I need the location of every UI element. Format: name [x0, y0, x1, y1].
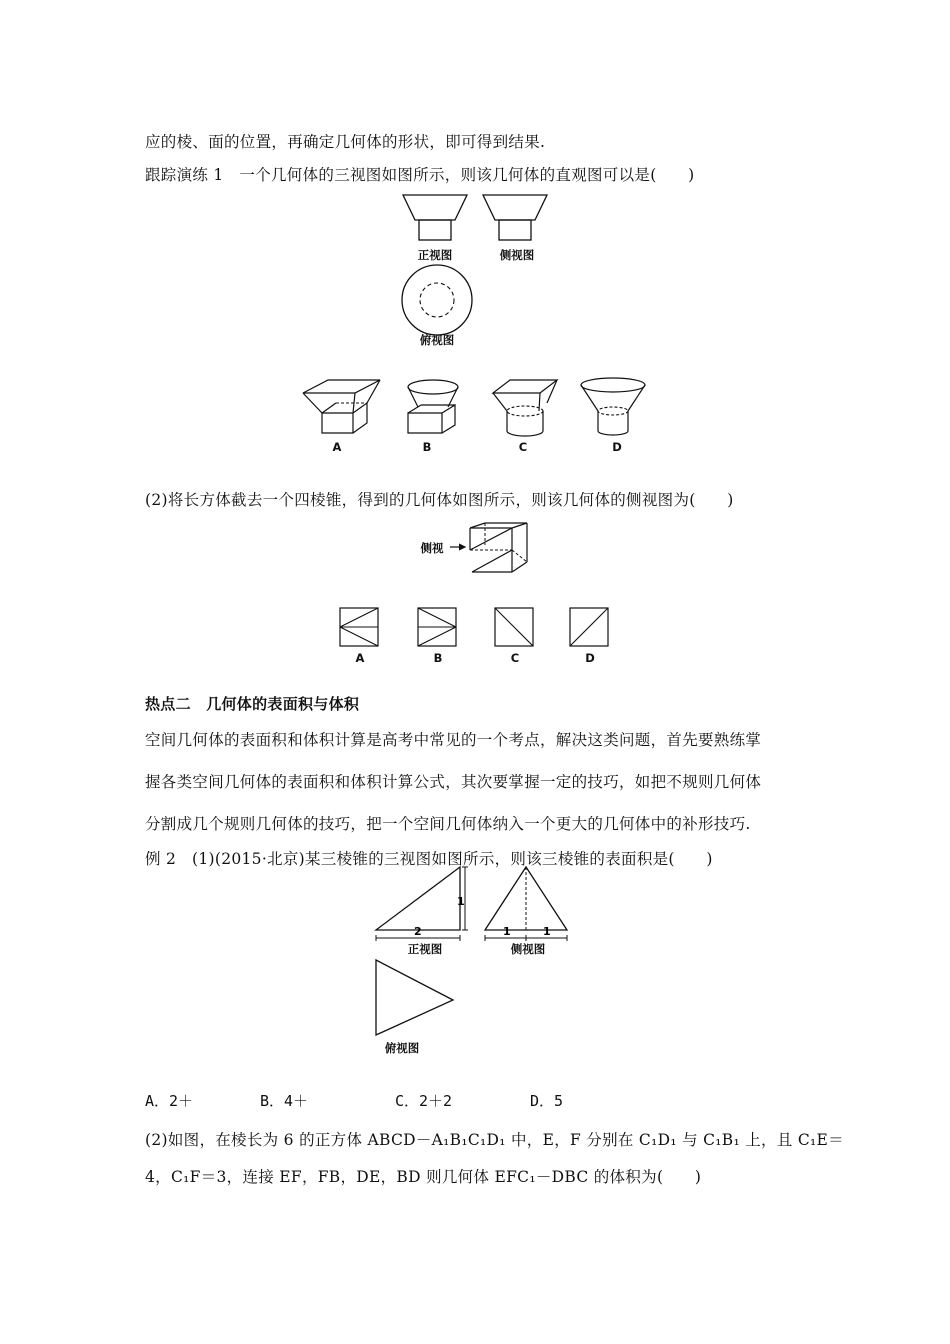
side-view-option-c	[495, 608, 533, 646]
side-view-arrow-label: 侧视	[420, 541, 444, 555]
question-2-text: (2)将长方体截去一个四棱锥，得到的几何体如图所示，则该几何体的侧视图为( )	[145, 491, 734, 509]
section-heading: 热点二 几何体的表面积与体积	[145, 695, 360, 713]
front-view-triangle	[376, 867, 460, 930]
solid-option-a	[303, 380, 380, 433]
top-view-inner-dashed-circle	[420, 283, 454, 317]
answer-option-b[interactable]: B．4＋	[260, 1092, 309, 1110]
text-line-1: 应的棱、面的位置，再确定几何体的形状，即可得到结果.	[145, 133, 546, 151]
solid-options-figure	[295, 375, 655, 440]
side-view-option-d	[570, 608, 608, 646]
caption-pyramid-top: 俯视图	[384, 1041, 420, 1055]
option-label-d: D	[612, 440, 622, 454]
side-view-option-b	[418, 608, 456, 646]
side-option-label-d: D	[585, 651, 595, 665]
front-view-trapezoid	[403, 195, 467, 220]
side-option-label-c: C	[510, 651, 520, 665]
front-height-label: 1	[457, 895, 465, 908]
question-2b-line-1: (2)如图，在棱长为 6 的正方体 ABCD－A₁B₁C₁D₁ 中，E，F 分别在 C₁D₁ 与 C₁B₁ 上，且 C₁E＝	[145, 1131, 844, 1149]
solid-option-c	[493, 380, 557, 436]
caption-pyramid-front: 正视图	[407, 942, 443, 956]
answer-option-a[interactable]: A．2＋	[145, 1092, 194, 1110]
side-left-width-label: 1	[503, 925, 511, 938]
paragraph-line-2: 握各类空间几何体的表面积和体积计算公式，其次要掌握一定的技巧，如把不规则几何体	[145, 773, 762, 791]
question-2b-line-2: 4，C₁F＝3，连接 EF，FB，DE，BD 则几何体 EFC₁－DBC 的体积为( )	[145, 1168, 702, 1186]
caption-side-view: 侧视图	[499, 248, 535, 262]
answer-option-c[interactable]: C．2＋2	[395, 1092, 453, 1110]
paragraph-line-1: 空间几何体的表面积和体积计算是高考中常见的一个考点，解决这类问题，首先要熟练掌	[145, 731, 762, 749]
front-width-label: 2	[414, 925, 422, 938]
option-label-c: C	[518, 440, 528, 454]
three-views-figure-1	[395, 190, 555, 350]
truncated-box-figure	[450, 520, 560, 582]
front-view-rect	[419, 220, 451, 240]
practice-question: 跟踪演练 1 一个几何体的三视图如图所示，则该几何体的直观图可以是( )	[145, 166, 695, 184]
caption-top-view: 俯视图	[419, 333, 455, 347]
option-label-b: B	[422, 440, 432, 454]
option-label-a: A	[332, 440, 342, 454]
example-2-text: 例 2 (1)(2015·北京)某三棱锥的三视图如图所示，则该三棱锥的表面积是( )	[145, 850, 713, 868]
solid-option-d	[581, 378, 645, 435]
side-view-options-figure	[335, 605, 615, 650]
answer-option-d[interactable]: D．5	[530, 1092, 564, 1110]
side-view-trapezoid	[483, 195, 547, 220]
side-view-rect	[499, 220, 531, 240]
top-view-triangle	[376, 960, 453, 1035]
side-option-label-b: B	[433, 651, 443, 665]
side-option-label-a: A	[355, 651, 365, 665]
paragraph-line-3: 分割成几个规则几何体的技巧，把一个空间几何体纳入一个更大的几何体中的补形技巧.	[145, 815, 751, 833]
caption-pyramid-side: 侧视图	[510, 942, 546, 956]
side-right-width-label: 1	[543, 925, 551, 938]
top-view-outer-circle	[402, 265, 472, 335]
side-view-option-a	[340, 608, 378, 646]
caption-front-view: 正视图	[417, 248, 453, 262]
solid-option-b	[408, 380, 458, 433]
